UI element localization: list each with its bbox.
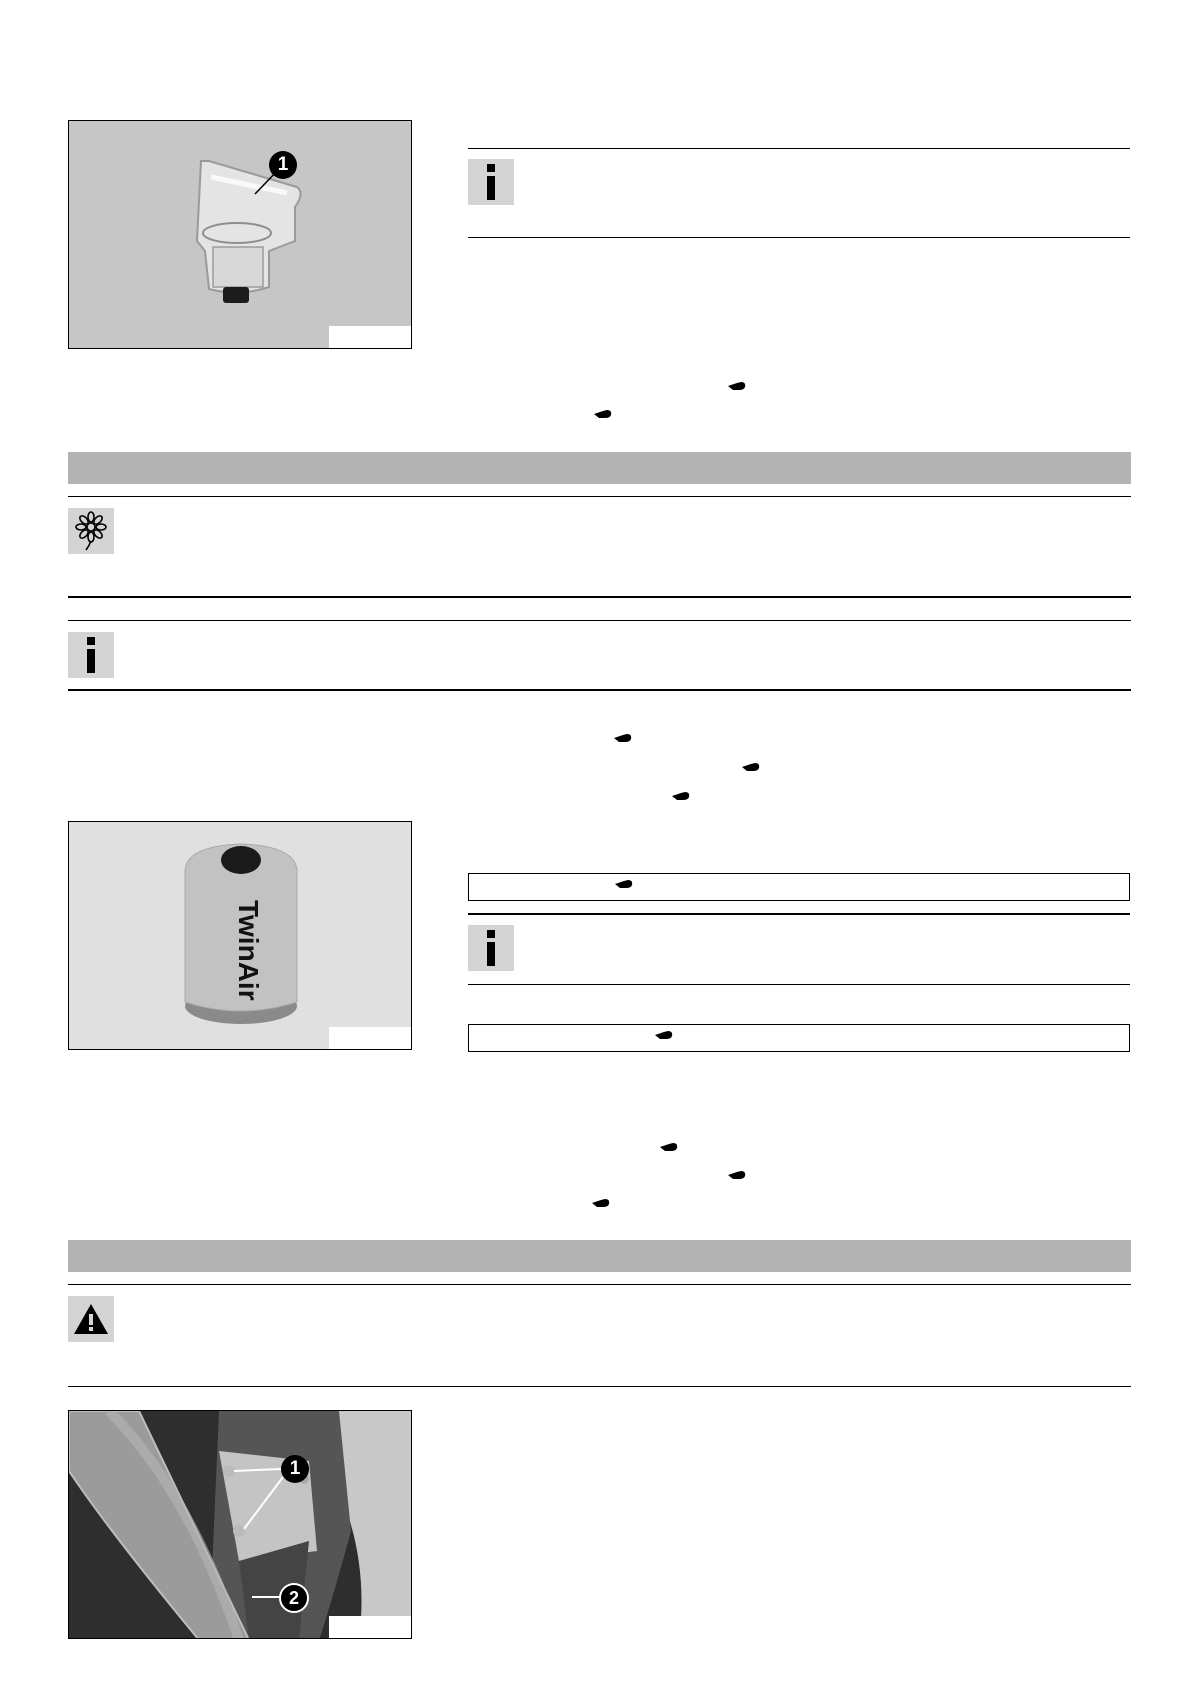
figure-1-label-box xyxy=(329,326,411,348)
figure-1-photo xyxy=(68,120,412,349)
info-icon xyxy=(468,925,514,971)
section-heading-bar xyxy=(68,452,1131,484)
pointing-hand-icon xyxy=(660,1142,678,1152)
info-note-3-top-rule xyxy=(468,913,1130,915)
pointing-hand-icon xyxy=(615,879,633,889)
figure-2-label-box xyxy=(329,1027,411,1049)
pointing-hand-icon xyxy=(614,733,632,743)
figure-1-callout-1: 1 xyxy=(269,151,297,179)
section-heading-bar xyxy=(68,1240,1131,1272)
info-icon xyxy=(468,159,514,205)
pointing-hand-icon xyxy=(728,1170,746,1180)
pointing-hand-icon xyxy=(594,409,612,419)
info-note-3-bottom-rule xyxy=(468,984,1130,985)
figure-3-photo xyxy=(68,1410,412,1639)
info-note-2-bottom-rule xyxy=(68,689,1131,691)
info-note-2-top-rule xyxy=(68,620,1131,621)
warning-note-top-rule xyxy=(68,1284,1131,1285)
warning-note-bottom-rule xyxy=(68,1386,1131,1387)
note-bottom-rule xyxy=(468,237,1130,238)
pointing-hand-icon xyxy=(728,381,746,391)
figure-3-callout-2: 2 xyxy=(279,1583,309,1613)
reference-box xyxy=(468,873,1130,901)
pointing-hand-icon xyxy=(672,791,690,801)
environment-note-top-rule xyxy=(68,496,1131,497)
figure-3-label-box xyxy=(329,1616,411,1638)
twinair-brand-text: TwinAir xyxy=(233,900,264,1001)
pointing-hand-icon xyxy=(592,1198,610,1208)
pointing-hand-icon xyxy=(655,1030,673,1040)
note-top-rule xyxy=(468,148,1130,149)
figure-3-callout-1: 1 xyxy=(281,1455,309,1483)
warning-triangle-icon xyxy=(68,1296,114,1342)
flower-icon xyxy=(68,508,114,554)
environment-note-bottom-rule xyxy=(68,596,1131,598)
info-icon xyxy=(68,632,114,678)
reference-box xyxy=(468,1024,1130,1052)
pointing-hand-icon xyxy=(742,762,760,772)
figure-2-photo xyxy=(68,821,412,1050)
